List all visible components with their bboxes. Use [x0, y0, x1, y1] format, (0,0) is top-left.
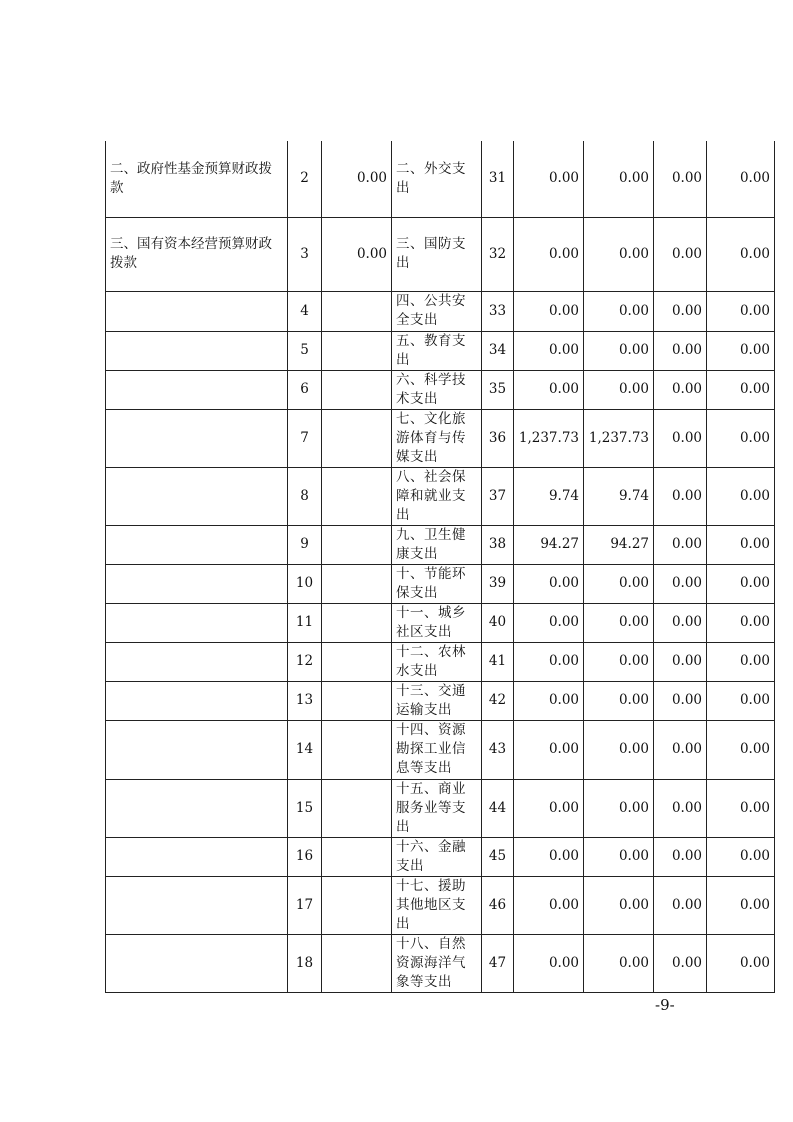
table-row: [106, 467, 775, 525]
income-name-cell: [106, 370, 288, 409]
amount-general-budget-cell: 0.00: [584, 370, 654, 409]
expense-line-cell: 46: [482, 876, 514, 934]
amount-state-capital-cell: 0.00: [707, 564, 775, 603]
income-line-cell: 15: [288, 779, 322, 837]
income-name-cell: [106, 409, 288, 467]
income-name-cell: [106, 934, 288, 992]
income-line-cell: 5: [288, 331, 322, 370]
expense-line-cell: 43: [482, 720, 514, 779]
table-row: [106, 331, 775, 370]
income-name-cell: [106, 837, 288, 876]
table-row: [106, 525, 775, 564]
budget-table: [105, 141, 775, 993]
income-name-cell: [106, 291, 288, 331]
expense-line-cell: 37: [482, 467, 514, 525]
table-row: [106, 291, 775, 331]
income-amount-cell: [322, 467, 392, 525]
amount-gov-fund-cell: 0.00: [654, 779, 707, 837]
expense-line-cell: 36: [482, 409, 514, 467]
amount-total-cell: 94.27: [514, 525, 584, 564]
amount-total-cell: 0.00: [514, 837, 584, 876]
amount-general-budget-cell: 0.00: [584, 603, 654, 642]
amount-general-budget-cell: 0.00: [584, 564, 654, 603]
amount-gov-fund-cell: 0.00: [654, 291, 707, 331]
expense-line-cell: 32: [482, 217, 514, 291]
income-line-cell: 6: [288, 370, 322, 409]
income-amount-cell: [322, 876, 392, 934]
expense-line-cell: 44: [482, 779, 514, 837]
income-line-cell: 9: [288, 525, 322, 564]
amount-state-capital-cell: 0.00: [707, 331, 775, 370]
amount-state-capital-cell: 0.00: [707, 779, 775, 837]
amount-general-budget-cell: 0.00: [584, 141, 654, 217]
amount-state-capital-cell: 0.00: [707, 409, 775, 467]
amount-state-capital-cell: 0.00: [707, 603, 775, 642]
expense-name-cell: 四、公共安全支出: [392, 291, 482, 331]
expense-name-cell: 七、文化旅游体育与传媒支出: [392, 409, 482, 467]
expense-line-cell: 33: [482, 291, 514, 331]
table-row: [106, 720, 775, 779]
income-amount-cell: [322, 331, 392, 370]
table-row: [106, 642, 775, 681]
amount-total-cell: 0.00: [514, 642, 584, 681]
income-name-cell: [106, 603, 288, 642]
amount-total-cell: 0.00: [514, 141, 584, 217]
amount-total-cell: 9.74: [514, 467, 584, 525]
table-row: [106, 370, 775, 409]
amount-general-budget-cell: 0.00: [584, 642, 654, 681]
amount-total-cell: 0.00: [514, 876, 584, 934]
income-line-cell: 3: [288, 217, 322, 291]
expense-line-cell: 47: [482, 934, 514, 992]
amount-general-budget-cell: 0.00: [584, 876, 654, 934]
amount-general-budget-cell: 1,237.73: [584, 409, 654, 467]
expense-name-cell: 十二、农林水支出: [392, 642, 482, 681]
table-row: [106, 681, 775, 720]
income-amount-cell: [322, 934, 392, 992]
page-number: -9-: [655, 996, 675, 1014]
amount-gov-fund-cell: 0.00: [654, 603, 707, 642]
amount-gov-fund-cell: 0.00: [654, 217, 707, 291]
amount-general-budget-cell: 0.00: [584, 331, 654, 370]
table-row: [106, 934, 775, 992]
income-line-cell: 18: [288, 934, 322, 992]
expense-name-cell: 十八、自然资源海洋气象等支出: [392, 934, 482, 992]
income-name-cell: [106, 681, 288, 720]
expense-name-cell: 九、卫生健康支出: [392, 525, 482, 564]
amount-state-capital-cell: 0.00: [707, 525, 775, 564]
income-name-cell: [106, 525, 288, 564]
amount-gov-fund-cell: 0.00: [654, 564, 707, 603]
amount-total-cell: 0.00: [514, 331, 584, 370]
income-amount-cell: 0.00: [322, 141, 392, 217]
amount-total-cell: 0.00: [514, 934, 584, 992]
amount-gov-fund-cell: 0.00: [654, 720, 707, 779]
expense-line-cell: 40: [482, 603, 514, 642]
income-amount-cell: [322, 603, 392, 642]
income-name-cell: [106, 642, 288, 681]
income-amount-cell: [322, 720, 392, 779]
amount-state-capital-cell: 0.00: [707, 720, 775, 779]
expense-name-cell: 十四、资源勘探工业信息等支出: [392, 720, 482, 779]
amount-general-budget-cell: 94.27: [584, 525, 654, 564]
income-line-cell: 12: [288, 642, 322, 681]
income-line-cell: 7: [288, 409, 322, 467]
income-name-cell: 二、政府性基金预算财政拨款: [106, 141, 288, 217]
amount-gov-fund-cell: 0.00: [654, 934, 707, 992]
income-line-cell: 13: [288, 681, 322, 720]
income-amount-cell: [322, 409, 392, 467]
table-row: [106, 876, 775, 934]
amount-general-budget-cell: 9.74: [584, 467, 654, 525]
amount-total-cell: 0.00: [514, 603, 584, 642]
expense-name-cell: 六、科学技术支出: [392, 370, 482, 409]
table-row: [106, 217, 775, 291]
amount-state-capital-cell: 0.00: [707, 642, 775, 681]
amount-total-cell: 0.00: [514, 681, 584, 720]
amount-gov-fund-cell: 0.00: [654, 876, 707, 934]
amount-general-budget-cell: 0.00: [584, 779, 654, 837]
income-amount-cell: [322, 291, 392, 331]
amount-total-cell: 0.00: [514, 779, 584, 837]
amount-state-capital-cell: 0.00: [707, 467, 775, 525]
income-amount-cell: [322, 779, 392, 837]
income-amount-cell: 0.00: [322, 217, 392, 291]
income-line-cell: 2: [288, 141, 322, 217]
amount-state-capital-cell: 0.00: [707, 934, 775, 992]
expense-name-cell: 十、节能环保支出: [392, 564, 482, 603]
income-line-cell: 17: [288, 876, 322, 934]
amount-total-cell: 0.00: [514, 217, 584, 291]
income-line-cell: 16: [288, 837, 322, 876]
amount-total-cell: 1,237.73: [514, 409, 584, 467]
expense-line-cell: 35: [482, 370, 514, 409]
amount-gov-fund-cell: 0.00: [654, 141, 707, 217]
expense-name-cell: 十一、城乡社区支出: [392, 603, 482, 642]
expense-line-cell: 34: [482, 331, 514, 370]
amount-gov-fund-cell: 0.00: [654, 370, 707, 409]
table-row: [106, 564, 775, 603]
amount-state-capital-cell: 0.00: [707, 141, 775, 217]
amount-total-cell: 0.00: [514, 720, 584, 779]
table-row: [106, 141, 775, 217]
income-line-cell: 11: [288, 603, 322, 642]
expense-name-cell: 十七、援助其他地区支出: [392, 876, 482, 934]
amount-general-budget-cell: 0.00: [584, 720, 654, 779]
amount-general-budget-cell: 0.00: [584, 217, 654, 291]
amount-total-cell: 0.00: [514, 291, 584, 331]
amount-state-capital-cell: 0.00: [707, 217, 775, 291]
income-amount-cell: [322, 525, 392, 564]
amount-general-budget-cell: 0.00: [584, 681, 654, 720]
amount-gov-fund-cell: 0.00: [654, 525, 707, 564]
amount-total-cell: 0.00: [514, 564, 584, 603]
amount-state-capital-cell: 0.00: [707, 876, 775, 934]
amount-state-capital-cell: 0.00: [707, 291, 775, 331]
amount-gov-fund-cell: 0.00: [654, 642, 707, 681]
income-line-cell: 10: [288, 564, 322, 603]
table-body: [106, 141, 775, 992]
expense-name-cell: 十六、金融支出: [392, 837, 482, 876]
amount-state-capital-cell: 0.00: [707, 681, 775, 720]
expense-name-cell: 五、教育支出: [392, 331, 482, 370]
table-row: [106, 837, 775, 876]
amount-general-budget-cell: 0.00: [584, 837, 654, 876]
table-row: [106, 779, 775, 837]
income-name-cell: [106, 564, 288, 603]
income-name-cell: [106, 331, 288, 370]
income-line-cell: 14: [288, 720, 322, 779]
expense-name-cell: 八、社会保障和就业支出: [392, 467, 482, 525]
table-row: [106, 603, 775, 642]
expense-line-cell: 31: [482, 141, 514, 217]
income-name-cell: [106, 779, 288, 837]
expense-name-cell: 三、国防支出: [392, 217, 482, 291]
income-amount-cell: [322, 681, 392, 720]
amount-gov-fund-cell: 0.00: [654, 681, 707, 720]
expense-line-cell: 42: [482, 681, 514, 720]
expense-line-cell: 41: [482, 642, 514, 681]
expense-name-cell: 十三、交通运输支出: [392, 681, 482, 720]
income-line-cell: 4: [288, 291, 322, 331]
table-row: [106, 409, 775, 467]
amount-gov-fund-cell: 0.00: [654, 467, 707, 525]
income-name-cell: [106, 876, 288, 934]
income-name-cell: [106, 467, 288, 525]
income-name-cell: 三、国有资本经营预算财政拨款: [106, 217, 288, 291]
amount-state-capital-cell: 0.00: [707, 370, 775, 409]
amount-state-capital-cell: 0.00: [707, 837, 775, 876]
income-amount-cell: [322, 642, 392, 681]
income-name-cell: [106, 720, 288, 779]
expense-line-cell: 39: [482, 564, 514, 603]
amount-gov-fund-cell: 0.00: [654, 331, 707, 370]
amount-general-budget-cell: 0.00: [584, 291, 654, 331]
income-amount-cell: [322, 837, 392, 876]
expense-line-cell: 45: [482, 837, 514, 876]
amount-general-budget-cell: 0.00: [584, 934, 654, 992]
amount-gov-fund-cell: 0.00: [654, 409, 707, 467]
expense-name-cell: 二、外交支出: [392, 141, 482, 217]
amount-gov-fund-cell: 0.00: [654, 837, 707, 876]
income-amount-cell: [322, 564, 392, 603]
income-line-cell: 8: [288, 467, 322, 525]
expense-name-cell: 十五、商业服务业等支出: [392, 779, 482, 837]
expense-line-cell: 38: [482, 525, 514, 564]
income-amount-cell: [322, 370, 392, 409]
amount-total-cell: 0.00: [514, 370, 584, 409]
